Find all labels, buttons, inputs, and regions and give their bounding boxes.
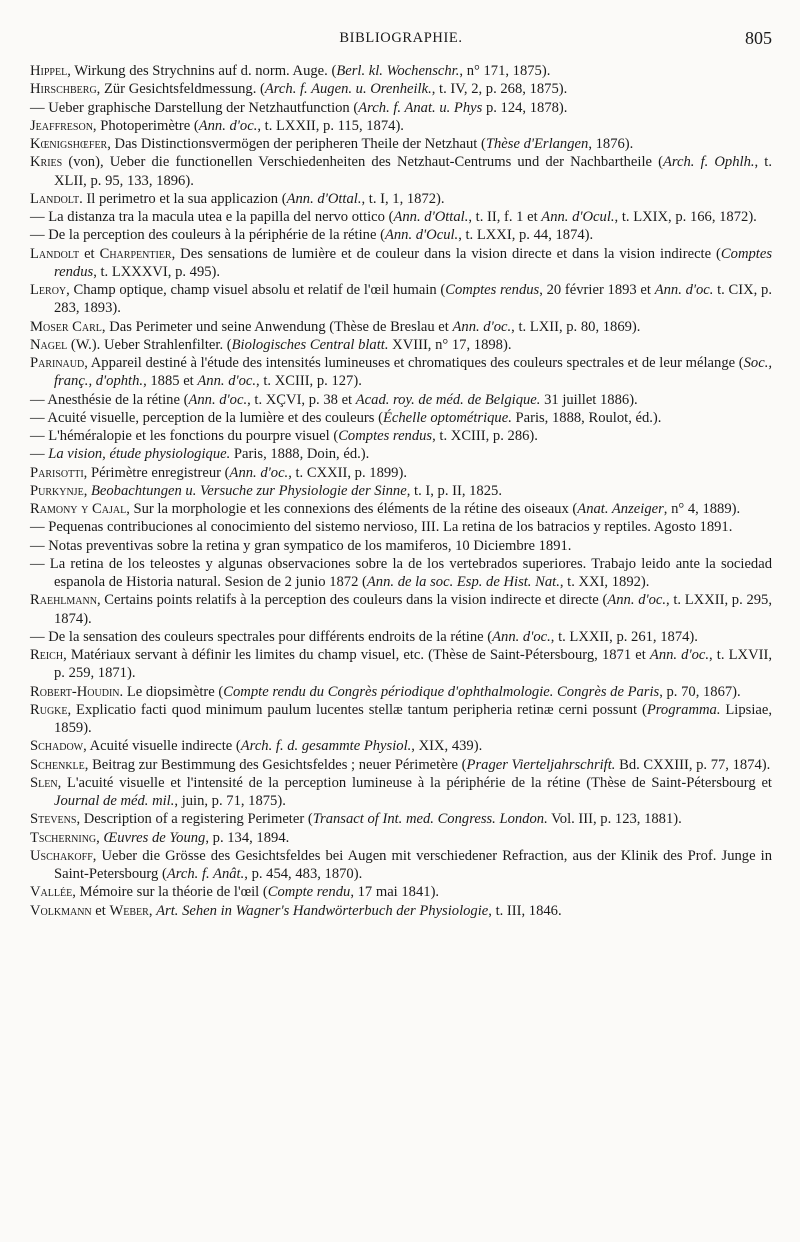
entry-text: , Sur la morphologie et les connexions des éléments de la rétine des oiseaux ( xyxy=(126,501,578,517)
entry-text: — Anesthésie de la rétine ( xyxy=(30,391,189,408)
entry-text: , Photoperimètre ( xyxy=(92,117,199,134)
entry-text: , 1876). xyxy=(588,136,634,152)
entry-text: — De la sensation des couleurs spectrales pour différents endroits de la rétine ( xyxy=(30,628,493,645)
bibliography-entry xyxy=(30,409,772,427)
entry-author: Schadow xyxy=(30,738,84,755)
entry-source: La vision, étude physiologique. xyxy=(48,446,231,463)
bibliography-entry xyxy=(30,427,772,445)
entry-text: , t. LXXII, p. 295, 1874). xyxy=(54,592,772,627)
entry-text: , p. 454, 483, 1870). xyxy=(244,866,363,882)
entry-text: , Certains points relatifs à la perception des couleurs dans la vision indirecte et directe ( xyxy=(96,592,608,609)
entry-text: , t. LXXXVI, p. 495). xyxy=(93,263,221,280)
entry-author: Hippel xyxy=(30,63,68,79)
entry-text: , Description of a registering Perimeter ( xyxy=(76,811,313,828)
bibliography-entry xyxy=(30,135,772,153)
bibliography-entry xyxy=(30,99,772,117)
bibliography-entry xyxy=(30,318,772,336)
bibliography-entry xyxy=(30,829,772,847)
entry-text: , XIX, 439). xyxy=(411,738,483,755)
bibliography-entry xyxy=(30,756,772,774)
entry-author: Volkmann xyxy=(30,902,92,919)
running-title: BIBLIOGRAPHIE. xyxy=(339,30,463,46)
entry-text: , t. XLII, p. 95, 133, 1896). xyxy=(54,154,773,189)
entry-author: Landolt xyxy=(30,190,80,207)
entry-author: Stevens xyxy=(30,811,77,828)
bibliography-entry xyxy=(30,810,772,828)
bibliography-entry xyxy=(30,464,772,482)
bibliography-entry xyxy=(30,701,772,738)
entry-source: Arch. f. Anât. xyxy=(166,866,245,882)
bibliography-entry xyxy=(30,500,772,518)
entry-text: , t. LXII, p. 80, 1869). xyxy=(511,318,641,335)
entry-source: Ann. d'oc. xyxy=(452,318,512,335)
entry-text: , t. IV, 2, p. 268, 1875). xyxy=(431,81,568,98)
entry-author: Parisotti xyxy=(30,464,84,481)
entry-text: , Matériaux servant à définir les limites du champ visuel, etc. (Thèse de Saint-Pétersbourg, 1871 et xyxy=(63,647,650,663)
entry-text: Bd. CXXIII, p. 77, 1874). xyxy=(615,756,771,773)
page-number: 805 xyxy=(745,28,772,48)
entry-text: , Acuité visuelle indirecte ( xyxy=(83,738,241,755)
bibliography-entry xyxy=(30,482,772,500)
entry-source: Échelle optométrique. xyxy=(382,409,512,426)
entry-text: , Zür Gesichtsfeldmessung. ( xyxy=(96,81,265,98)
bibliography-entry xyxy=(30,555,772,592)
bibliography-entry xyxy=(30,281,772,318)
entry-author: Uschakoff xyxy=(30,847,93,864)
entry-source: Thèse d'Erlangen xyxy=(485,136,589,152)
entry-author: Ramony y Cajal xyxy=(30,501,127,517)
entry-text: , t. LXXII, p. 115, 1874). xyxy=(257,117,404,134)
entry-text: , Appareil destiné à l'étude des intensités lumineuses et chromatiques des couleurs spectrales et de leur mélange ( xyxy=(84,355,744,371)
entry-source: Arch. f. Ophlh. xyxy=(662,154,755,171)
entry-source: Ann. d'oc. xyxy=(188,391,248,408)
entry-text: XVIII, n° 17, 1898). xyxy=(388,336,512,353)
entry-source: Ann. d'oc. xyxy=(197,373,257,390)
entry-text: — xyxy=(30,446,49,463)
entry-source: Ann. d'oc. xyxy=(649,647,710,663)
entry-text: — L'héméralopie et les fonctions du pourpre visuel ( xyxy=(30,428,339,444)
entry-text: , t. I, p. II, 1825. xyxy=(406,482,502,499)
entry-text: , t. XXI, 1892). xyxy=(559,574,650,590)
entry-text: , p. 70, 1867). xyxy=(659,683,741,700)
entry-source: Prager Vierteljahrschrift. xyxy=(466,756,616,773)
entry-source: Journal de méd. mil. xyxy=(54,793,175,809)
bibliography-entry xyxy=(30,774,772,811)
entry-source: Berl. kl. Wochenschr. xyxy=(336,63,460,79)
entry-text: — Acuité visuelle, perception de la lumière et des couleurs ( xyxy=(30,409,383,426)
entry-source: Acad. roy. de méd. de Belgique. xyxy=(355,391,541,408)
bibliography-entry xyxy=(30,226,772,244)
entry-source: Ann. d'Ottal. xyxy=(286,190,362,207)
entry-text: — La distanza tra la macula utea e la papilla del nervo ottico ( xyxy=(30,209,394,225)
entry-author: Tscherning xyxy=(30,829,97,846)
entry-text: , Das Distinctionsvermögen der peripheren Theile der Netzhaut ( xyxy=(107,136,486,152)
entry-source: Arch. f. d. gesammte Physiol. xyxy=(240,738,412,755)
entry-source: Compte rendu xyxy=(267,884,351,901)
bibliography-entry xyxy=(30,591,772,628)
entry-text: Paris, 1888, Doin, éd.). xyxy=(230,446,370,463)
entry-source: Comptes rendus xyxy=(54,245,772,280)
bibliography-entry xyxy=(30,245,772,282)
entry-text: p. 124, 1878). xyxy=(482,99,568,116)
entry-text: , t. I, 1, 1872). xyxy=(361,190,445,207)
entry-source: Ann. d'oc. xyxy=(492,628,551,645)
entry-text: , t. LXVII, p. 259, 1871). xyxy=(54,647,772,682)
entry-source: Ann. d'Ocul. xyxy=(384,227,459,244)
bibliography-entry xyxy=(30,80,772,98)
page-header xyxy=(30,28,772,52)
entry-author: Moser Carl xyxy=(30,318,102,335)
entry-source: Comptes rendus xyxy=(338,428,433,444)
entry-source: Ann. d'Ottal. xyxy=(393,209,469,225)
entry-author: Kœnigshœfer xyxy=(30,136,108,152)
entry-source: Biologisches Central blatt. xyxy=(231,336,389,353)
entry-text: et xyxy=(79,245,100,262)
entry-author: Nagel xyxy=(30,336,68,353)
bibliography-entry xyxy=(30,391,772,409)
entry-author: Rugke xyxy=(30,701,68,718)
entry-text: , 1885 et xyxy=(143,373,198,390)
entry-source: Œuvres de Young xyxy=(103,829,206,846)
entry-source: Comptes rendus xyxy=(445,282,540,298)
entry-text: , t. XCIII, p. 286). xyxy=(432,428,538,444)
entry-text: , Ueber die Grösse des Gesichtsfeldes bei Augen mit verschiedener Refraction, aus der Klinik des Prof. Junge in Saint-Petersbourg ( xyxy=(54,847,772,882)
entry-text: (von), Ueber die functionellen Verschiedenheiten des Netzhaut-Centrums und der Nachbartheile ( xyxy=(62,154,663,171)
entry-source: Ann. de la soc. Esp. de Hist. Nat. xyxy=(366,574,560,590)
entry-text: — Notas preventivas sobre la retina y gran sympatico de los mamiferos, 10 Diciembre 1891. xyxy=(30,537,572,554)
bibliography-entry xyxy=(30,537,772,555)
bibliography-entry xyxy=(30,354,772,391)
entry-source: Anat. Anzeiger xyxy=(577,501,664,517)
entry-source: Arch. f. Anat. u. Phys xyxy=(358,99,483,116)
bibliography-entry xyxy=(30,117,772,135)
entry-text: , n° 171, 1875). xyxy=(459,63,551,79)
bibliography-entry xyxy=(30,683,772,701)
entry-source: Ann. d'oc. xyxy=(654,282,714,298)
entry-text: , t. II, f. 1 et xyxy=(468,209,542,225)
bibliography-entry xyxy=(30,153,772,190)
entry-text: — Pequenas contribuciones al conocimiento del sistemo nervioso, III. La retina de los batracios y reptiles. Agosto 1891. xyxy=(30,519,733,536)
entry-text: Weber xyxy=(109,902,149,919)
entry-text: , xyxy=(83,482,91,499)
entry-source: Programma. xyxy=(646,701,721,718)
entry-author: Vallée xyxy=(30,884,73,901)
entry-author: Slen xyxy=(30,774,58,791)
entry-author: Hirschberg xyxy=(30,81,97,98)
entry-text: (W.). Ueber Strahlenfilter. ( xyxy=(67,336,232,353)
entry-text: , 20 février 1893 et xyxy=(539,282,655,298)
bibliography-entry xyxy=(30,190,772,208)
entry-text: , t. LXXI, p. 44, 1874). xyxy=(458,227,594,244)
bibliography-entry xyxy=(30,208,772,226)
entry-text: , t. XÇVI, p. 38 et xyxy=(247,391,356,408)
entry-text: . Le diopsimètre ( xyxy=(119,683,224,700)
entry-text: , t. III, 1846. xyxy=(488,902,562,919)
entry-text: — La retina de los teleostes y algunas observaciones sobre la de los vertebrados superiores. Trabajo leido ante la sociedad espanola de Historia natural. Sesion de 2 junio 1872 ( xyxy=(30,555,772,590)
entry-text: Charpentier xyxy=(99,245,172,262)
entry-text: , Mémoire sur la théorie de l'œil ( xyxy=(72,884,268,901)
entry-source: Ann. d'oc. xyxy=(229,464,289,481)
bibliography-entry xyxy=(30,518,772,536)
bibliography-entry xyxy=(30,62,772,80)
entry-text: , Périmètre enregistreur ( xyxy=(83,464,230,481)
entry-text: — De la perception des couleurs à la périphérie de la rétine ( xyxy=(30,227,385,244)
entry-text: — Ueber graphische Darstellung der Netzhautfunction ( xyxy=(30,99,359,116)
entry-text: t. CIX, p. 283, 1893). xyxy=(54,282,772,317)
entry-text: , L'acuité visuelle et l'intensité de la perception lumineuse à la périphérie de la rétine (Thèse de Saint-Pétersbourg et xyxy=(57,774,772,791)
entry-author: Leroy xyxy=(30,282,67,298)
entry-text: , t. XCIII, p. 127). xyxy=(256,373,362,390)
entry-author: Reich xyxy=(30,647,64,663)
entry-source: Art. Sehen in Wagner's Handwörterbuch der Physiologie xyxy=(156,902,489,919)
entry-text: , Wirkung des Strychnins auf d. norm. Auge. ( xyxy=(67,63,337,79)
bibliography-entry xyxy=(30,737,772,755)
bibliography-entry xyxy=(30,445,772,463)
entry-text: , t. CXXII, p. 1899). xyxy=(288,464,407,481)
entry-text: et xyxy=(91,902,110,919)
entry-text: , Des sensations de lumière et de couleur dans la vision directe et dans la vision indirecte ( xyxy=(171,245,721,262)
entry-text: 31 juillet 1886). xyxy=(540,391,638,408)
entry-text: , Champ optique, champ visuel absolu et relatif de l'œil humain ( xyxy=(66,282,446,298)
entry-text: Paris, 1888, Roulot, éd.). xyxy=(511,409,662,426)
entry-text: , p. 134, 1894. xyxy=(205,829,290,846)
entry-source: Beobachtungen u. Versuche zur Physiologie der Sinne xyxy=(90,482,407,499)
entry-source: Compte rendu du Congrès périodique d'ophthalmologie. Congrès de Paris xyxy=(223,683,660,700)
bibliography-entry xyxy=(30,628,772,646)
bibliography-entry xyxy=(30,646,772,683)
entry-text: Vol. III, p. 123, 1881). xyxy=(547,811,682,828)
entry-author: Raehlmann xyxy=(30,592,97,609)
entry-text: , 17 mai 1841). xyxy=(350,884,440,901)
entry-source: Ann. d'Ocul. xyxy=(541,209,615,225)
entry-source: Soc., franç., d'ophth. xyxy=(54,355,772,390)
bibliography-entry xyxy=(30,902,772,920)
entry-text: , Beitrag zur Bestimmung des Gesichtsfeldes ; neuer Périmetère ( xyxy=(84,756,467,773)
bibliography-entry xyxy=(30,336,772,354)
entry-text: Lipsiae, 1859). xyxy=(54,701,772,736)
entry-author: Schenkle xyxy=(30,756,85,773)
entry-text: , t. LXXII, p. 261, 1874). xyxy=(550,628,698,645)
entry-source: Ann. d'oc. xyxy=(198,117,258,134)
bibliography-list xyxy=(30,62,772,920)
entry-source: Arch. f. Augen. u. Orenheilk. xyxy=(264,81,432,98)
entry-text: , Explicatio facti quod minimum paulum lucentes stellæ tantum peripheria retinæ cerni possunt ( xyxy=(67,701,647,718)
entry-author: Kries xyxy=(30,154,63,171)
bibliography-entry xyxy=(30,883,772,901)
bibliography-entry xyxy=(30,847,772,884)
entry-source: Ann. d'oc. xyxy=(607,592,667,609)
entry-text: , xyxy=(148,902,157,919)
entry-source: Transact of Int. med. Congress. London. xyxy=(312,811,548,828)
entry-text: , n° 4, 1889). xyxy=(663,501,741,517)
entry-author: Landolt xyxy=(30,245,80,262)
entry-author: Parinaud xyxy=(30,355,85,371)
entry-text: , xyxy=(96,829,104,846)
entry-text: . Il perimetro et la sua applicazion ( xyxy=(79,190,287,207)
entry-text: , t. LXIX, p. 166, 1872). xyxy=(614,209,757,225)
entry-author: Purkynje xyxy=(30,482,84,499)
entry-text: , Das Perimeter und seine Anwendung (Thèse de Breslau et xyxy=(101,318,453,335)
entry-author: Jeaffreson xyxy=(30,117,93,134)
entry-text: , juin, p. 71, 1875). xyxy=(174,793,286,809)
entry-author: Robert-Houdin xyxy=(30,683,120,700)
